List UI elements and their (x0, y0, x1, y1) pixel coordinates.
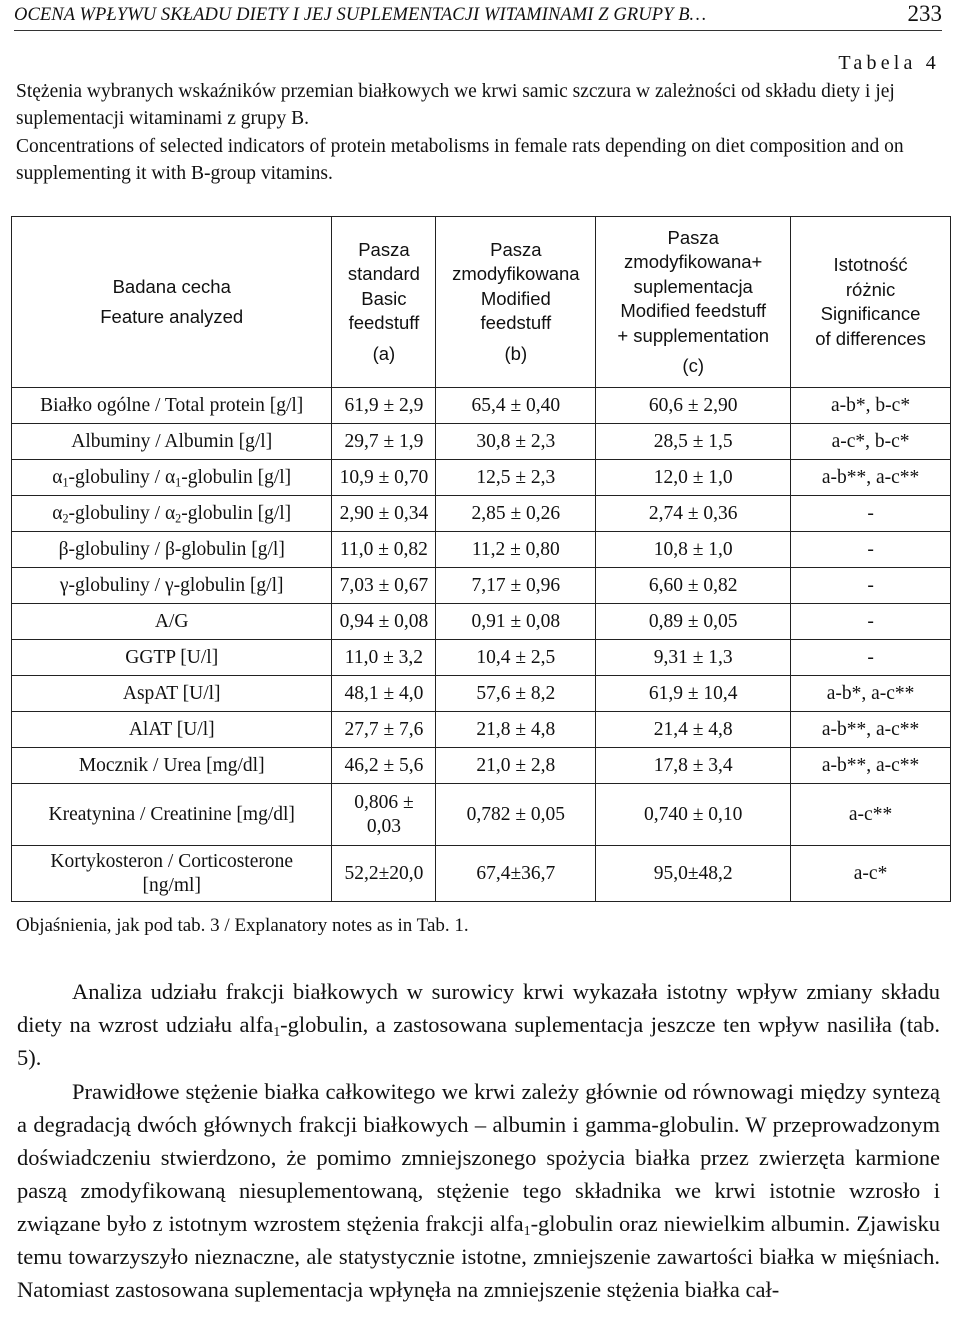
cell-c: 60,6 ± 2,90 (596, 388, 791, 424)
cell-b: 57,6 ± 8,2 (436, 676, 596, 712)
cell-b: 21,0 ± 2,8 (436, 748, 596, 784)
table-row (12, 640, 951, 676)
feature-text: α (52, 466, 63, 488)
table-label: Tabela 4 (838, 52, 940, 74)
cell-c: 6,60 ± 0,82 (596, 568, 791, 604)
header-a-line: (a) (372, 342, 396, 364)
cell-c: 61,9 ± 10,4 (596, 676, 791, 712)
cell-significance: - (791, 568, 951, 604)
cell-a: 48,1 ± 4,0 (332, 676, 436, 712)
header-b-line: zmodyfikowana (452, 263, 580, 285)
cell-a: 11,0 ± 0,82 (332, 532, 436, 568)
cell-c: 17,8 ± 3,4 (596, 748, 791, 784)
paragraph-text: -globulin oraz niewielkim albumin. Zjawisku temu towarzyszyło nieznaczne, ale statystycznie istotne, zmniejszenie zawartości białka w mięśniach. Natomiast zastosowana suplementacja wpłynęła na zmniejszenie stężenia białka cał- (17, 1211, 940, 1302)
header-c-line: zmodyfikowana+ (624, 251, 763, 272)
cell-a: 2,90 ± 0,34 (332, 496, 436, 532)
cell-significance: - (791, 532, 951, 568)
paragraph-text: Prawidłowe stężenie białka całkowitego we krwi zależy głównie od równowagi między syntezą a degradacją dwóch głównych frakcji białkowych – albumin i gamma-globulin. W przeprowadzonym doświadczeniu stwierdzono, że pomimo zmniejszonego spożycia białka przez zwierzęta karmione paszą zmodyfikowaną niesuplementowaną, stężenie tego składnika we krwi istotnie wzrosło i związane było z istotnym wzrostem stężenia frakcji alfa (17, 1079, 940, 1236)
cell-c: 28,5 ± 1,5 (596, 424, 791, 460)
cell-significance: - (791, 604, 951, 640)
cell-b: 7,17 ± 0,96 (436, 568, 596, 604)
cell-b: 11,2 ± 0,80 (436, 532, 596, 568)
cell-significance: a-b**, a-c** (791, 748, 951, 784)
table-caption-pl: Stężenia wybranych wskaźników przemian białkowych we krwi samic szczura w zależności od składu diety i jej suplementacji witaminami z grupy B. (16, 81, 895, 129)
cell-feature: Kreatynina / Creatinine [mg/dl] (12, 784, 332, 846)
header-feature-line: Feature analyzed (100, 306, 244, 327)
feature-text: -globuliny / α (68, 466, 176, 488)
running-head (14, 0, 942, 31)
header-c-line: Modified feedstuff (620, 300, 767, 321)
table-caption-en: Concentrations of selected indicators of protein metabolisms in female rats depending on diet composition and on supplementing it with B-group vitamins. (16, 136, 904, 184)
subscript: 2 (62, 511, 69, 526)
cell-a: 27,7 ± 7,6 (332, 712, 436, 748)
header-c-line: suplementacja (633, 275, 753, 297)
cell-a: 46,2 ± 5,6 (332, 748, 436, 784)
cell-significance: - (791, 496, 951, 532)
table-row (12, 712, 951, 748)
table-row (12, 388, 951, 424)
cell-c: 10,8 ± 1,0 (596, 532, 791, 568)
cell-c: 95,0±48,2 (596, 846, 791, 902)
cell-significance: a-c** (791, 784, 951, 846)
table-row (12, 496, 951, 532)
cell-feature: A/G (12, 604, 332, 640)
cell-a: 7,03 ± 0,67 (332, 568, 436, 604)
header-a-line: Pasza (358, 238, 410, 260)
table-header-row (12, 217, 951, 388)
cell-c: 12,0 ± 1,0 (596, 460, 791, 496)
table-row (12, 568, 951, 604)
header-c-line: Pasza (667, 226, 719, 248)
header-sig-line: Istotność (833, 254, 908, 275)
cell-c: 2,74 ± 0,36 (596, 496, 791, 532)
table-row (12, 460, 951, 496)
table-row (12, 846, 951, 902)
header-col-c (596, 217, 791, 388)
cell-b: 12,5 ± 2,3 (436, 460, 596, 496)
cell-c: 0,89 ± 0,05 (596, 604, 791, 640)
table-row (12, 784, 951, 846)
cell-b: 2,85 ± 0,26 (436, 496, 596, 532)
cell-significance: - (791, 640, 951, 676)
cell-a: 52,2±20,0 (332, 846, 436, 902)
subscript: 1 (62, 475, 69, 490)
feature-line: [ng/ml] (142, 874, 201, 896)
cell-feature: γ-globuliny / γ-globulin [g/l] (12, 568, 332, 604)
header-a-line: Basic (361, 287, 407, 309)
cell-significance: a-b**, a-c** (791, 712, 951, 748)
paragraph-text: Analiza udziału frakcji białkowych w surowicy krwi wykazała istotny wpływ zmiany składu diety na wzrost udziału alfa (17, 979, 940, 1037)
cell-b: 0,782 ± 0,05 (436, 784, 596, 846)
cell-feature (12, 460, 332, 496)
cell-a (332, 784, 436, 846)
feature-text: α (52, 502, 63, 524)
table-row (12, 676, 951, 712)
cell-a: 0,94 ± 0,08 (332, 604, 436, 640)
header-sig-line: różnic (845, 278, 896, 300)
results-table (11, 216, 951, 902)
subscript: 1 (175, 475, 182, 490)
cell-significance: a-b**, a-c** (791, 460, 951, 496)
header-a-line: standard (347, 263, 420, 285)
cell-feature: Mocznik / Urea [mg/dl] (12, 748, 332, 784)
cell-b: 67,4±36,7 (436, 846, 596, 902)
subscript: 1 (523, 1224, 531, 1240)
cell-a: 29,7 ± 1,9 (332, 424, 436, 460)
cell-c: 9,31 ± 1,3 (596, 640, 791, 676)
cell-significance: a-b*, b-c* (791, 388, 951, 424)
table-row (12, 748, 951, 784)
body-paragraph (17, 1075, 940, 1306)
cell-feature: Białko ogólne / Total protein [g/l] (12, 388, 332, 424)
feature-text: -globulin [g/l] (181, 466, 292, 488)
header-feature (12, 217, 332, 388)
header-col-b (436, 217, 596, 388)
feature-text: -globuliny / α (68, 502, 176, 524)
cell-feature: AlAT [U/l] (12, 712, 332, 748)
feature-text: -globulin [g/l] (181, 502, 292, 524)
cell-b: 0,91 ± 0,08 (436, 604, 596, 640)
header-b-line: Modified (480, 287, 551, 309)
cell-a-line: 0,03 (366, 815, 401, 837)
cell-feature: GGTP [U/l] (12, 640, 332, 676)
cell-a: 10,9 ± 0,70 (332, 460, 436, 496)
cell-feature (12, 846, 332, 902)
subscript: 2 (175, 511, 182, 526)
header-a-line: feedstuff (348, 312, 420, 334)
cell-significance: a-c*, b-c* (791, 424, 951, 460)
table-row (12, 604, 951, 640)
cell-a: 11,0 ± 3,2 (332, 640, 436, 676)
table-row (12, 532, 951, 568)
cell-b: 65,4 ± 0,40 (436, 388, 596, 424)
cell-b: 21,8 ± 4,8 (436, 712, 596, 748)
cell-c: 0,740 ± 0,10 (596, 784, 791, 846)
header-feature-line: Badana cecha (112, 275, 231, 297)
cell-significance: a-b*, a-c** (791, 676, 951, 712)
paragraph-text: -globulin, a zastosowana suplementacja jeszcze ten wpływ nasiliła (tab. 5). (17, 1012, 940, 1070)
running-head-title: OCENA WPŁYWU SKŁADU DIETY I JEJ SUPLEMENTACJI WITAMINAMI Z GRUPY B… (14, 5, 707, 25)
header-b-line: Pasza (490, 238, 542, 260)
cell-significance: a-c* (791, 846, 951, 902)
header-b-line: (b) (504, 342, 528, 364)
cell-feature: Albuminy / Albumin [g/l] (12, 424, 332, 460)
cell-a: 61,9 ± 2,9 (332, 388, 436, 424)
cell-c: 21,4 ± 4,8 (596, 712, 791, 748)
table-notes: Objaśnienia, jak pod tab. 3 / Explanatory notes as in Tab. 1. (16, 915, 469, 936)
header-c-line: + supplementation (617, 324, 770, 346)
table-row (12, 424, 951, 460)
cell-b: 10,4 ± 2,5 (436, 640, 596, 676)
header-sig-line: of differences (815, 327, 926, 349)
page-number: 233 (907, 1, 942, 26)
header-b-line: feedstuff (480, 312, 552, 334)
cell-feature: AspAT [U/l] (12, 676, 332, 712)
subscript: 1 (273, 1025, 281, 1041)
cell-b: 30,8 ± 2,3 (436, 424, 596, 460)
header-col-a (332, 217, 436, 388)
cell-feature: β-globuliny / β-globulin [g/l] (12, 532, 332, 568)
feature-line: Kortykosteron / Corticosterone (50, 850, 294, 872)
header-c-line: (c) (682, 355, 704, 376)
body-paragraph (17, 975, 940, 1074)
cell-a-line: 0,806 ± (354, 791, 414, 813)
header-significance (791, 217, 951, 388)
header-sig-line: Significance (820, 303, 921, 324)
cell-feature (12, 496, 332, 532)
